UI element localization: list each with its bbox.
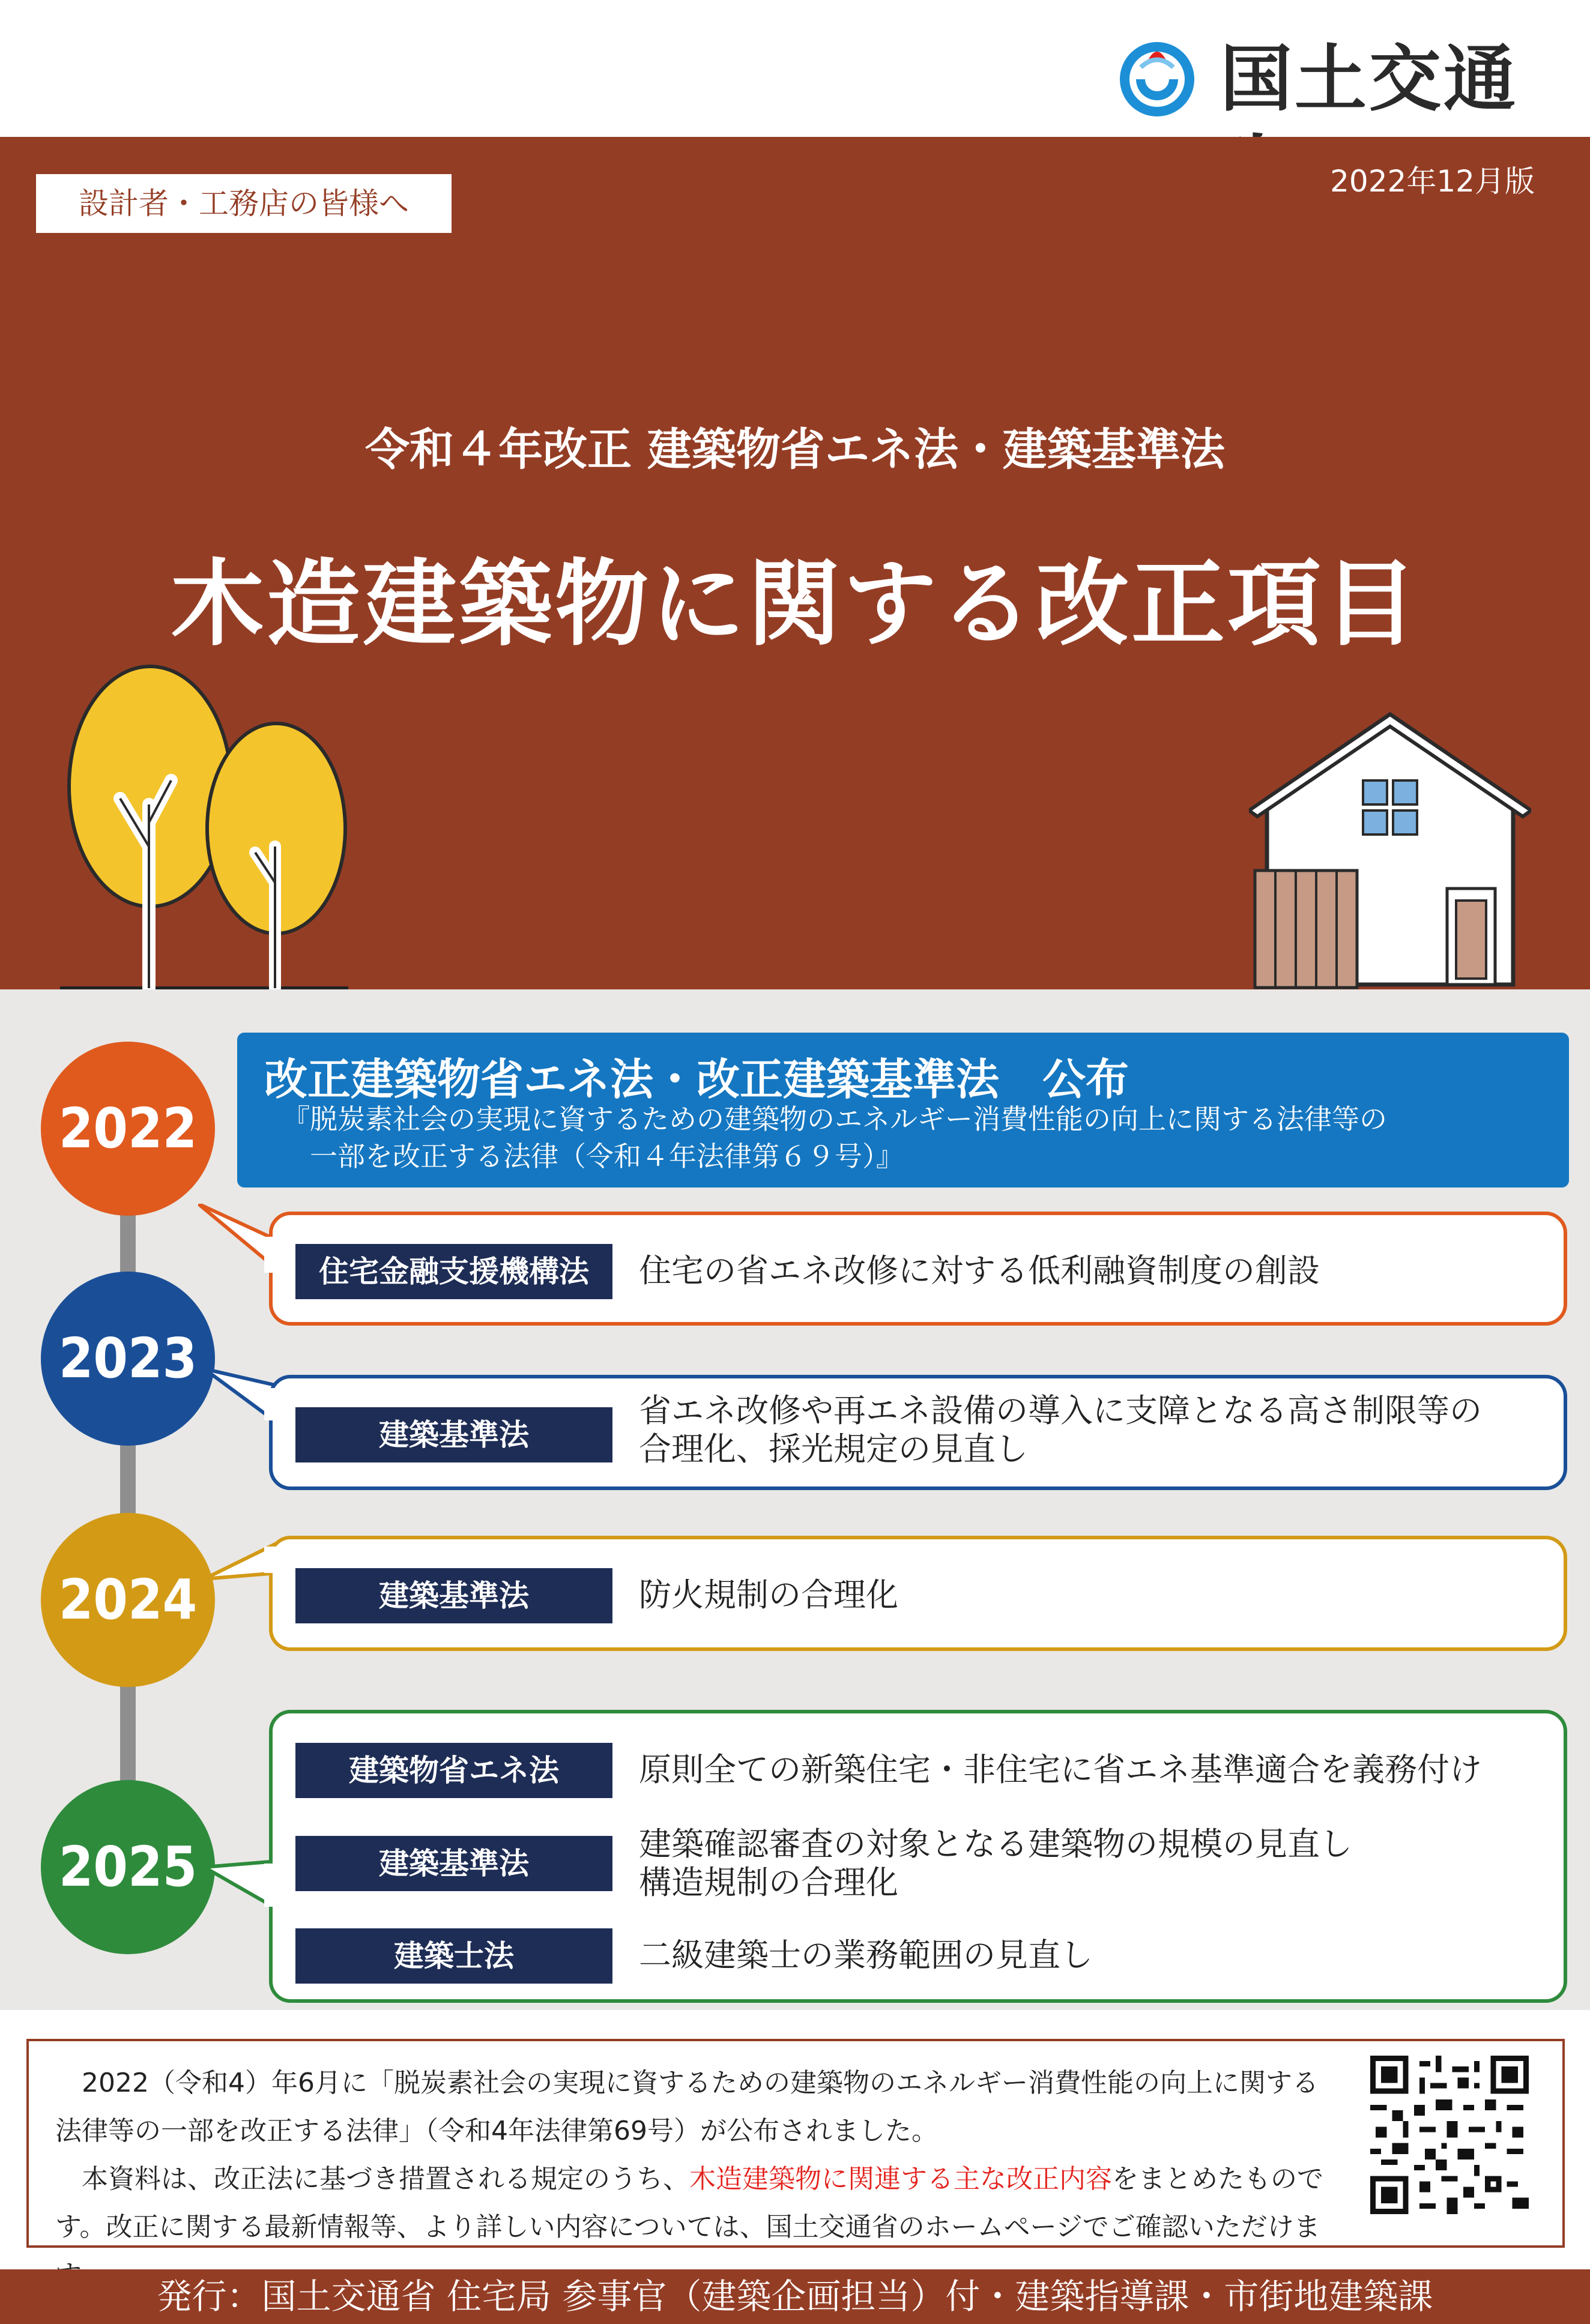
bubble-pointer-cover: [264, 1864, 276, 1907]
year-label: 2025: [58, 1835, 198, 1899]
law-tag: 建築基準法: [295, 1407, 612, 1462]
qr-code-icon[interactable]: [1370, 2056, 1529, 2214]
law-tag: 住宅金融支援機構法: [295, 1244, 612, 1299]
notice-highlight: 木造建築物に関連する主な改正内容: [689, 2164, 1112, 2194]
year-circle-2023: [41, 1272, 215, 1446]
revision-item: 省エネ改修や再エネ設備の導入に支障となる高さ制限等の 合理化、採光規定の見直し: [639, 1392, 1482, 1468]
law-tag: 建築基準法: [295, 1568, 612, 1623]
footer-publisher: 発行：国土交通省 住宅局 参事官（建築企画担当）付・建築指導課・市街地建築課: [0, 2269, 1590, 2324]
law-tag: 建築物省エネ法: [295, 1743, 612, 1798]
year-label: 2024: [58, 1568, 198, 1632]
revision-item: 防火規制の合理化: [639, 1576, 898, 1614]
revision-item: 建築確認審査の対象となる建築物の規模の見直し 構造規制の合理化: [639, 1825, 1352, 1901]
notice-text-post: をまとめたものです。改正に関する最新情報等、より詳しい内容については、国土交通省のホームページでご確認いただけま: [55, 2164, 1323, 2242]
notice-paragraph-1: 2022（令和4）年6月に「脱炭素社会の実現に資するための建築物のエネルギー消費性能の向上に関する法律等の一部を改正する法律」（令和4年法律第69号）が公布されました。: [55, 2068, 1319, 2146]
year-circle-2024: [41, 1513, 215, 1687]
banner-subtitle: 令和４年改正 建築物省エネ法・建築基準法: [365, 424, 1225, 475]
year-label: 2022: [58, 1096, 198, 1160]
year-label: 2023: [58, 1326, 198, 1390]
promulgation-law-name: 『脱炭素社会の実現に資するための建築物のエネルギー消費性能の向上に関する法律等の 一部を改正する法律（令和４年法律第６９号）』: [282, 1103, 1387, 1173]
notice-text-pre: 本資料は、改正法に基づき措置される規定のうち、: [55, 2164, 689, 2194]
bubble-pointer-cover: [264, 1547, 276, 1573]
year-circle-2025: [41, 1780, 215, 1954]
revision-item: 二級建築士の業務範囲の見直し: [639, 1936, 1093, 1974]
house-illustration: [1249, 708, 1531, 989]
bubble-pointer-cover: [264, 1237, 276, 1273]
trees-illustration: [60, 648, 372, 991]
revision-item: 原則全ての新築住宅・非住宅に省エネ基準適合を義務付け: [639, 1751, 1482, 1788]
bubble-pointer-cover: [264, 1388, 276, 1420]
notice-text: [55, 2059, 1334, 2299]
revision-item: 住宅の省エネ改修に対する低利融資制度の創設: [639, 1252, 1320, 1290]
page-title: 木造建築物に関する改正項目: [171, 549, 1419, 659]
promulgation-title: 改正建築物省エネ法・改正建築基準法 公布: [264, 1054, 1129, 1105]
law-tag: 建築基準法: [295, 1836, 612, 1891]
ministry-logo-icon: [1112, 31, 1202, 121]
edition-date: 2022年12月版: [1330, 164, 1535, 199]
year-circle-2022: [41, 1042, 215, 1216]
law-tag: 建築士法: [295, 1928, 612, 1984]
audience-label: 設計者・工務店の皆様へ: [36, 174, 452, 233]
ministry-name: 国土交通: [1220, 38, 1518, 121]
